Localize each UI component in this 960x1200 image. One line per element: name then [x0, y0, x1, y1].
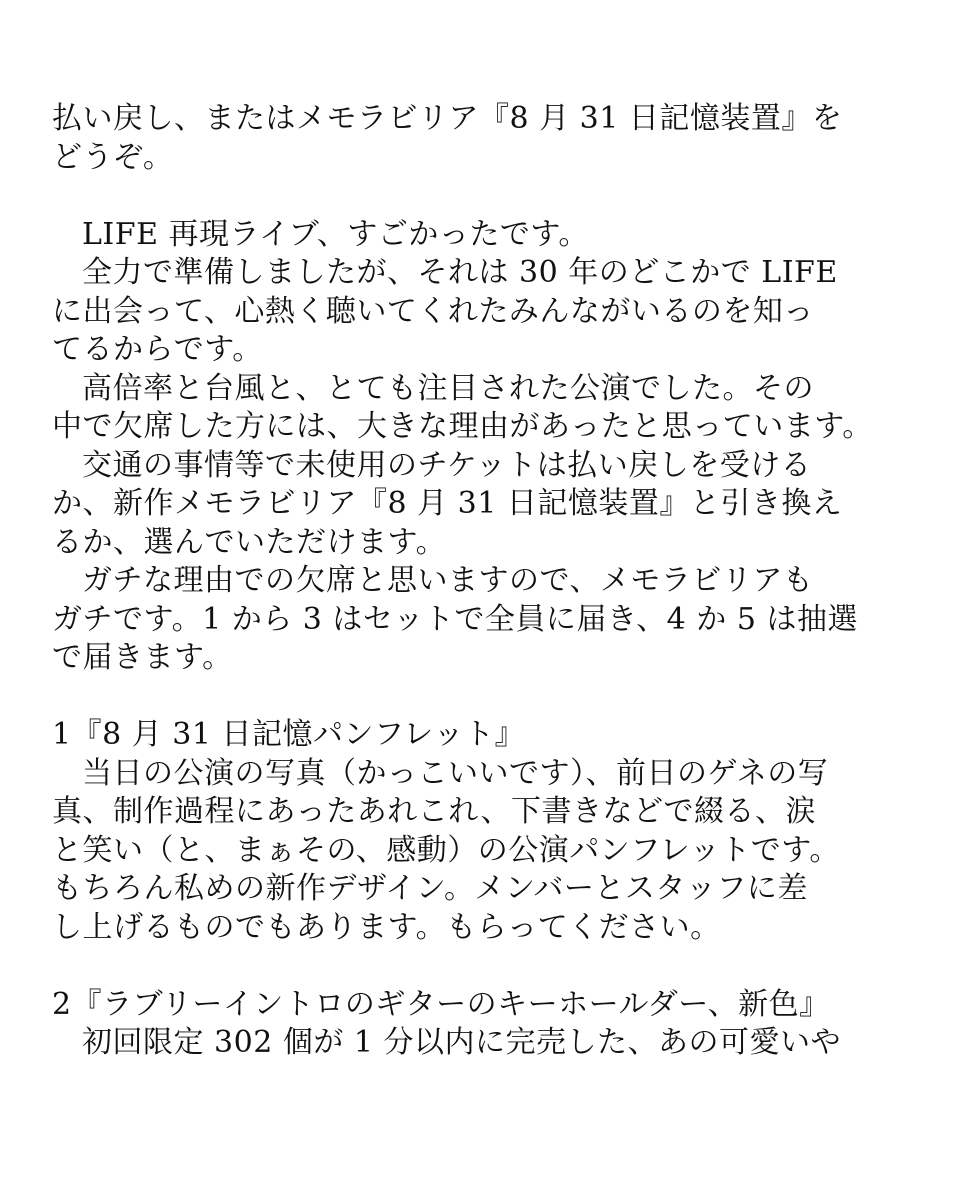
text-line: か、新作メモラビリア『8 月 31 日記憶装置』と引き換え — [52, 486, 843, 521]
text-line: もちろん私めの新作デザイン。メンバーとスタッフに差 — [52, 871, 808, 906]
paragraph-gap — [52, 947, 912, 986]
text-line: 初回限定 302 個が 1 分以内に完売した、あの可愛いや — [82, 1025, 841, 1060]
text-line: に出会って、心熱く聴いてくれたみんながいるのを知っ — [52, 293, 814, 329]
section-heading-2: 2『ラブリーイントロのギターのキーホールダー、新色』 — [52, 986, 830, 1022]
section-heading-1: 1『8 月 31 日記憶パンフレット』 — [52, 717, 525, 752]
text-line: どうぞ。 — [52, 139, 174, 175]
text-line: るか、選んでいただけます。 — [52, 524, 447, 560]
text-line: ガチな理由での欠席と思いますので、メモラビリアも — [82, 563, 814, 598]
text-line: LIFE 再現ライブ、すごかったです。 — [82, 216, 589, 252]
text-line: 高倍率と台風と、とても注目された公演でした。その — [82, 370, 814, 406]
text-line: ガチです。1 から 3 はセットで全員に届き、4 か 5 は抽選 — [52, 601, 858, 637]
paragraph-gap — [52, 678, 912, 717]
text-line: 全力で準備しましたが、それは 30 年のどこかで LIFE — [82, 255, 838, 290]
document-body — [52, 100, 912, 1063]
text-line: 中で欠席した方には、大きな理由があったと思っています。 — [52, 409, 873, 444]
text-line: 当日の公演の写真（かっこいいです）、前日のゲネの写 — [82, 755, 829, 791]
text-line: 真、制作過程にあったあれこれ、下書きなどで綴る、涙 — [52, 794, 816, 829]
text-line: てるからです。 — [52, 332, 263, 367]
text-line: 交通の事情等で未使用のチケットは払い戻しを受ける — [82, 447, 812, 483]
text-line: で届きます。 — [52, 640, 233, 675]
text-line: し上げるものでもあります。もらってください。 — [52, 909, 721, 945]
text-line: 払い戻し、またはメモラビリア『8 月 31 日記憶装置』を — [52, 101, 843, 136]
paragraph-gap — [52, 177, 912, 216]
text-line: と笑い（と、まぁその、感動）の公演パンフレットです。 — [52, 832, 840, 868]
